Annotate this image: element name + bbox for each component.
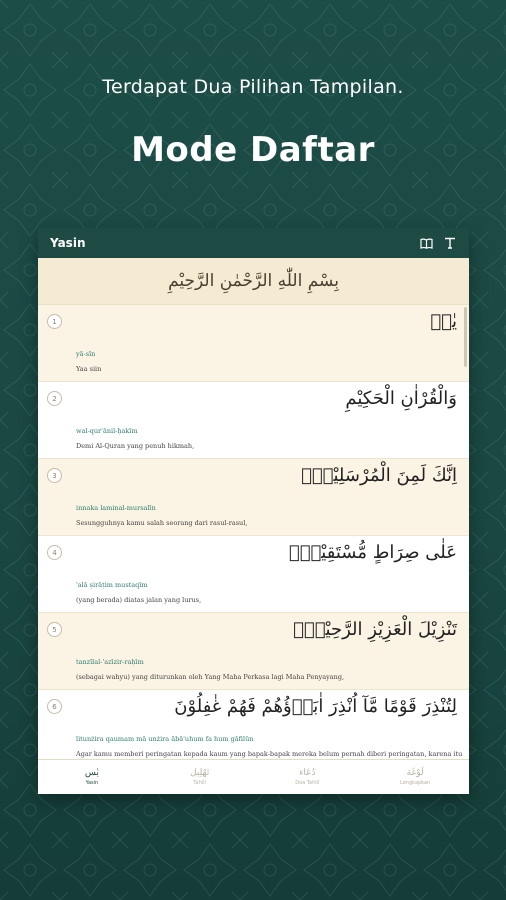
verse-latin: tanzīlal-'azīzir-raḥīm <box>76 658 144 666</box>
verse-arabic: تَنْزِيْلَ الْعَزِيْزِ الرَّحِيْمِۙ <box>293 619 457 640</box>
verse-item[interactable] <box>38 459 469 536</box>
verse-latin: 'alā ṣirāṭim mustaqīm <box>76 581 148 589</box>
text-size-icon[interactable] <box>443 236 457 250</box>
verse-latin: innaka laminal-mursalīn <box>76 504 156 512</box>
verse-number: 6 <box>47 699 62 714</box>
verse-arabic: اِنَّكَ لَمِنَ الْمُرْسَلِيْنَۙ <box>301 465 457 486</box>
lengkapkan-icon: لَوْغَة <box>406 768 424 778</box>
verse-translation: Demi Al-Quran yang penuh hikmah, <box>76 442 195 450</box>
nav-item-tahlil[interactable] <box>146 760 254 794</box>
verse-translation: Yaa siin <box>76 365 102 373</box>
verse-arabic: وَالْقُرْاٰنِ الْحَكِيْمِ <box>345 388 457 409</box>
nav-item-doa-tahlil[interactable] <box>254 760 362 794</box>
verse-latin: yā-sīn <box>76 350 96 358</box>
verse-arabic: يٰسۤ <box>430 311 457 332</box>
doa-icon: دُعَاء <box>299 768 316 778</box>
verse-translation: (sebagai wahyu) yang diturunkan oleh Yang Maha Perkasa lagi Maha Penyayang, <box>76 673 345 681</box>
verse-number: 4 <box>47 545 62 560</box>
verse-item[interactable] <box>38 536 469 613</box>
verse-translation: Agar kamu memberi peringatan kepada kaum yang bapak-bapak mereka belum pernah diberi peringatan, karena itu <box>76 750 463 758</box>
verse-item[interactable] <box>38 690 469 767</box>
bismillah-banner <box>38 258 469 305</box>
verse-arabic: لِتُنْذِرَ قَوْمًا مَّآ اُنْذِرَ اٰبَاۤؤُهُمْ فَهُمْ غٰفِلُوْنَ <box>174 696 457 717</box>
verse-item[interactable] <box>38 613 469 690</box>
tahlil-icon: تَهْلِيل <box>190 768 210 778</box>
bismillah-text: بِسْمِ اللّٰهِ الرَّحْمٰنِ الرَّحِيْمِ <box>168 271 339 291</box>
nav-label: Yasin <box>85 780 99 786</box>
nav-item-lengkapkan[interactable] <box>361 760 469 794</box>
nav-item-yasin[interactable] <box>38 760 146 794</box>
nav-label: Lengkapkan <box>400 780 431 786</box>
verse-number: 3 <box>47 468 62 483</box>
bottom-navigation <box>38 759 469 794</box>
yasin-icon: يٰس <box>84 768 99 778</box>
verse-item[interactable] <box>38 305 469 382</box>
verse-latin: litunżira qaumam mā unżira ābā'uhum fa hum gāfilūn <box>76 735 254 743</box>
verse-translation: (yang berada) diatas jalan yang lurus, <box>76 596 202 604</box>
verse-latin: wal-qur'ānil-ḥakīm <box>76 427 138 435</box>
promo-mode-title: Mode Daftar <box>131 130 375 170</box>
app-bar <box>38 228 469 258</box>
book-icon[interactable] <box>419 236 433 250</box>
verse-number: 1 <box>47 314 62 329</box>
verse-number: 2 <box>47 391 62 406</box>
nav-label: Doa Tahlil <box>295 780 320 786</box>
app-screen <box>38 228 469 794</box>
app-bar-title: Yasin <box>50 236 86 250</box>
verse-list[interactable] <box>38 305 469 758</box>
nav-label: Tahlil <box>193 780 206 786</box>
verse-arabic: عَلٰى صِرَاطٍ مُّسْتَقِيْمٍۗ <box>288 542 457 563</box>
scrollbar[interactable] <box>464 307 467 367</box>
verse-translation: Sesungguhnya kamu salah seorang dari rasul-rasul, <box>76 519 248 527</box>
verse-number: 5 <box>47 622 62 637</box>
verse-item[interactable] <box>38 382 469 459</box>
promo-headline: Terdapat Dua Pilihan Tampilan. <box>102 76 404 98</box>
